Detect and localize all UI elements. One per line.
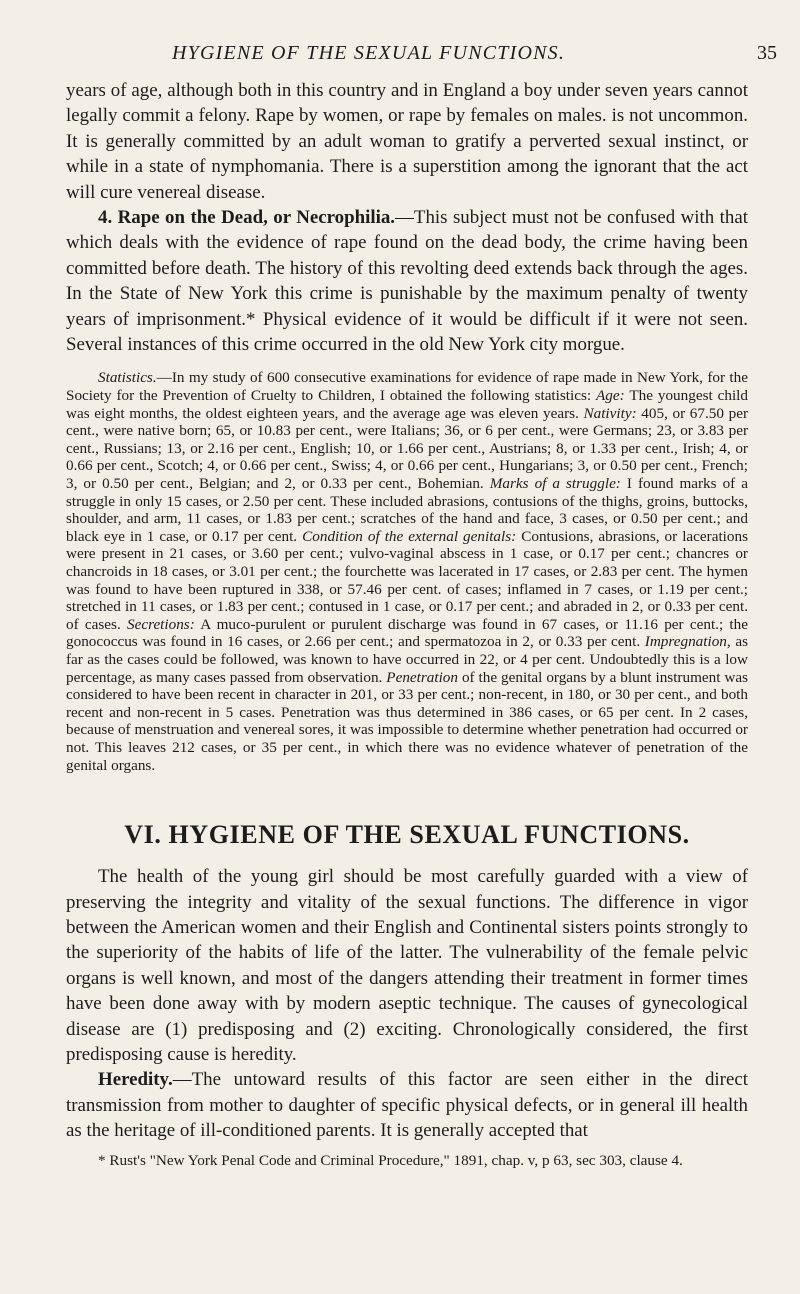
paragraph-rape-by-women: years of age, although both in this country and in England a boy under seven years cannot legally commit a felony. Rape by women, or rape by females on males. is not uncommon. It is generally committed by an adult woman to gratify a perverted sexual instinct, or while in a state of nymphomania. There is a superstition among the ignorant that the act will cure venereal disease. — [66, 80, 748, 203]
condition-text: Contusions, abrasions, or lacerations were present in 21 cases, or 3.60 per cent.; vulvo-vaginal abscess in 1 case, or 0.17 per cent.; chancres or chancroids in 18 cases, or 3.01 per cent.; the fourchette was lacerated in 17 cases, or 2.83 per cent. The hymen was found to have been ruptured in 338, or 57.46 per cent. of cases; inflamed in 7 cases, or 1.19 per cent.; stretched in 11 cases, or 1.83 per cent.; contused in 1 case, or 0.17 per cent.; and abraded in 2, or 0.33 per cent. of cases. — [66, 527, 748, 633]
necrophilia-text: —This subject must not be confused with that which deals with the evidence of rape found on the dead body, the crime having been committed before death. The history of this revolting deed extends back through the ages. In the State of New York this crime is punishable by the maximum penalty of twenty years of imprisonment.* Physical evidence of it would be difficult if it were not seen. Several instances of this crime occurred in the old New York city morgue. — [66, 207, 748, 356]
section-heading: VI. HYGIENE OF THE SEXUAL FUNCTIONS. — [124, 820, 690, 850]
impregnation-text: as far as the cases could be followed, was known to have occurred in 22, or 4 per cent. Undoubtedly this is a low percentage, as many cases passed from observation. — [66, 633, 748, 686]
penetration-text: of the genital organs by a blunt instrument was considered to have been recent in character in 201, or 33 per cent.; non-recent, in 180, or 30 per cent., and both recent and non-recent in 5 cases. Penetration was thus determined in 386 cases, or 65 per cent. In 2 cases, because of menstruation and venereal sores, it was impossible to determine whether penetration had occurred or not. This leaves 212 cases, or 35 per cent., in which there was no evidence whatever of penetration of the genital organs. — [66, 668, 748, 774]
heredity-text: —The untoward results of this factor are seen either in the direct transmission from mother to daughter of specific physical defects, or in general ill health as the heritage of ill-conditioned parents. It is generally accepted that — [66, 1069, 748, 1142]
running-title: HYGIENE OF THE SEXUAL FUNCTIONS. — [172, 42, 566, 64]
age-label: Age: — [596, 387, 625, 405]
footnote: * Rust's "New York Penal Code and Criminal Procedure," 1891, chap. v, p 63, sec 303, clause 4. — [98, 1151, 683, 1169]
age-text: The youngest child was eight months, the oldest eighteen years, and the average age was eleven years. — [66, 387, 748, 422]
condition-label: Condition of the external genitals: — [302, 527, 517, 545]
statistics-label: Statistics. — [98, 369, 157, 387]
paragraph-heredity — [66, 1067, 748, 1143]
page-number: 35 — [757, 42, 777, 64]
penetration-label: Penetration — [386, 668, 458, 686]
running-head — [0, 42, 800, 72]
heredity-heading: Heredity. — [98, 1069, 173, 1091]
marks-text: I found marks of a struggle in only 15 cases, or 2.50 per cent. These included abrasions, contusions of the thighs, groins, buttocks, shoulder, and arm, 11 cases, or 1.83 per cent.; scratches of the hand and face, 3 cases, or 0.50 per cent.; and black eye in 1 case, or 0.17 per cent. — [66, 475, 748, 545]
nativity-text: 405, or 67.50 per cent., were native born; 65, or 10.83 per cent., were Italians; 36, or 6 per cent., were Germans; 23, or 3.83 per cent., Russians; 13, or 2.16 per cent., English; 10, or 1.66 per cent., Austrians; 8, or 1.33 per cent., Irish; 4, or 0.66 per cent., Scotch; 4, or 0.66 per cent., Swiss; 4, or 0.66 per cent., Hungarians; 3, or 0.50 per cent., French; 3, or 0.50 per cent., Belgian; and 2, or 0.33 per cent., Bohemian. — [66, 404, 749, 493]
impregnation-label: Impregnation, — [644, 633, 731, 651]
nativity-label: Nativity: — [583, 404, 637, 422]
marks-label: Marks of a struggle: — [489, 475, 621, 493]
secretions-text: A muco-purulent or purulent discharge was found in 67 cases, or 11.16 per cent.; the gonococcus was found in 16 cases, or 2.66 per cent.; and spermatozoa in 2, or 0.33 per cent. — [66, 615, 748, 651]
paragraph-hygiene: The health of the young girl should be most carefully guarded with a view of preserving the integrity and vitality of the sexual functions. The difference in vigor between the American women and their English and Continental sisters points strongly to the superiority of the habits of life of the latter. The vulnerability of the female pelvic organs is well known, and most of the dangers attending their treatment in former times have been done away with by modern aseptic technique. The causes of gynecological disease are (1) predisposing and (2) exciting. Chronologically considered, the first predisposing cause is heredity. — [66, 866, 748, 1065]
necrophilia-heading: 4. Rape on the Dead, or Necrophilia. — [98, 207, 396, 229]
page-body — [66, 78, 748, 1170]
paragraph-statistics — [66, 369, 748, 774]
secretions-label: Secretions: — [127, 615, 195, 633]
paragraph-necrophilia — [66, 205, 748, 357]
statistics-intro: —In my study of 600 consecutive examinations for evidence of rape made in New York, for the Society for the Prevention of Cruelty to Children, I obtained the following statistics: — [66, 369, 748, 405]
